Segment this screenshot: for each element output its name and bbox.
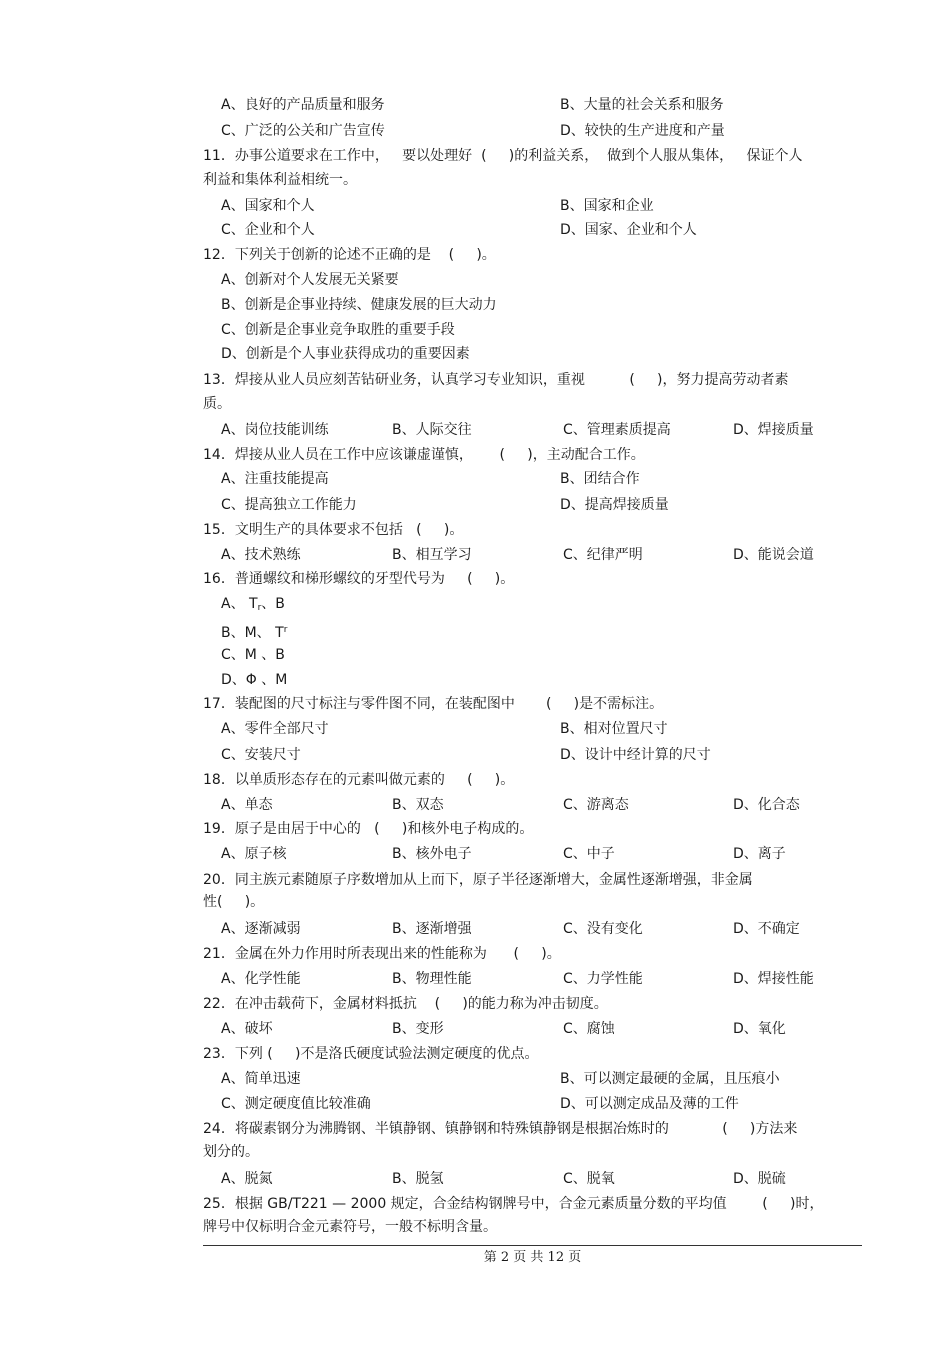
option-d: D、氧化 xyxy=(733,1021,786,1037)
question-15: 15．文明生产的具体要求不包括 ( )。 xyxy=(203,522,464,538)
option-c: C、游离态 xyxy=(563,797,629,813)
option-b: B、相互学习 xyxy=(392,547,472,563)
option-b: B、相对位置尺寸 xyxy=(560,721,668,737)
option-b: B、脱氢 xyxy=(392,1171,444,1187)
option-d: D、不确定 xyxy=(733,921,800,937)
question-17: 17．装配图的尺寸标注与零件图不同，在装配图中 ( )是不需标注。 xyxy=(203,696,664,712)
question-22: 22．在冲击载荷下，金属材料抵抗 ( )的能力称为冲击韧度。 xyxy=(203,996,608,1012)
option-b: B、创新是企事业持续、健康发展的巨大动力 xyxy=(221,297,497,313)
option-d: D、焊接性能 xyxy=(733,971,814,987)
question-13-cont: 质。 xyxy=(203,396,231,412)
option-a-text-end: 、B xyxy=(261,596,285,612)
option-b: B、物理性能 xyxy=(392,971,472,987)
option-a: A、简单迅速 xyxy=(221,1071,301,1087)
question-11: 11．办事公道要求在工作中， 要以处理好 ( )的利益关系， 做到个人服从集体， 保证个人 xyxy=(203,148,803,164)
option-c: C、纪律严明 xyxy=(563,547,643,563)
option-a: A、创新对个人发展无关紧要 xyxy=(221,272,399,288)
option-a: A、零件全部尺寸 xyxy=(221,721,329,737)
option-d: D、离子 xyxy=(733,846,786,862)
option-b: B、大量的社会关系和服务 xyxy=(560,97,724,113)
option-d: D、脱硫 xyxy=(733,1171,786,1187)
option-b: B、核外电子 xyxy=(392,846,472,862)
option-a: A、逐渐减弱 xyxy=(221,921,301,937)
footer-divider xyxy=(203,1245,862,1246)
option-a: A、原子核 xyxy=(221,846,287,862)
question-25: 25．根据 GB/T221 — 2000 规定，合金结构钢牌号中，合金元素质量分数的平均值 ( )时， xyxy=(203,1196,824,1212)
option-c: C、测定硬度值比较准确 xyxy=(221,1096,371,1112)
option-d: D、可以测定成品及薄的工件 xyxy=(560,1096,739,1112)
option-d: D、能说会道 xyxy=(733,547,814,563)
option-c: C、力学性能 xyxy=(563,971,643,987)
option-a: A、国家和个人 xyxy=(221,198,315,214)
option-c: C、安装尺寸 xyxy=(221,747,301,763)
option-a: A、破坏 xyxy=(221,1021,273,1037)
subscript-r: r xyxy=(257,603,262,613)
question-21: 21．金属在外力作用时所表现出来的性能称为 ( )。 xyxy=(203,946,561,962)
question-23: 23．下列 ( )不是洛氏硬度试验法测定硬度的优点。 xyxy=(203,1046,539,1062)
question-13: 13．焊接从业人员应刻苦钻研业务，认真学习专业知识，重视 ( )，努力提高劳动者素 xyxy=(203,372,789,388)
question-11-cont: 利益和集体利益相统一。 xyxy=(203,172,357,188)
option-c: C、M 、B xyxy=(221,647,285,663)
option-c: C、脱氧 xyxy=(563,1171,615,1187)
option-d: D、创新是个人事业获得成功的重要因素 xyxy=(221,346,470,362)
option-a: A、注重技能提高 xyxy=(221,471,329,487)
option-d: D、提高焊接质量 xyxy=(560,497,669,513)
option-d: D、较快的生产进度和产量 xyxy=(560,123,725,139)
option-d: D、焊接质量 xyxy=(733,422,814,438)
option-b: B、双态 xyxy=(392,797,444,813)
option-c: C、中子 xyxy=(563,846,615,862)
option-a xyxy=(221,594,285,618)
option-c: C、腐蚀 xyxy=(563,1021,615,1037)
option-c: C、提高独立工作能力 xyxy=(221,497,357,513)
option-b: B、人际交往 xyxy=(392,422,472,438)
option-d: D、设计中经计算的尺寸 xyxy=(560,747,711,763)
option-c: C、创新是企事业竞争取胜的重要手段 xyxy=(221,322,455,338)
option-b: B、变形 xyxy=(392,1021,444,1037)
option-a: A、良好的产品质量和服务 xyxy=(221,97,385,113)
option-b xyxy=(221,620,287,643)
question-20-cont: 性( )。 xyxy=(203,894,265,910)
option-a: A、脱氮 xyxy=(221,1171,273,1187)
question-20: 20．同主族元素随原子序数增加从上而下，原子半径逐渐增大，金属性逐渐增强，非金属 xyxy=(203,872,753,888)
option-a: A、技术熟练 xyxy=(221,547,301,563)
option-a: A、化学性能 xyxy=(221,971,301,987)
option-c: C、管理素质提高 xyxy=(563,422,671,438)
option-a-text: A、 T xyxy=(221,596,258,612)
option-b: B、团结合作 xyxy=(560,471,640,487)
option-b: B、国家和企业 xyxy=(560,198,654,214)
question-24-cont: 划分的。 xyxy=(203,1144,259,1160)
option-a: A、岗位技能训练 xyxy=(221,422,329,438)
question-24: 24．将碳素钢分为沸腾钢、半镇静钢、镇静钢和特殊镇静钢是根据冶炼时的 ( )方法来 xyxy=(203,1121,798,1137)
question-19: 19．原子是由居于中心的 ( )和核外电子构成的。 xyxy=(203,821,534,837)
question-25-cont: 牌号中仅标明合金元素符号，一般不标明含量。 xyxy=(203,1219,497,1235)
option-d: D、Φ 、M xyxy=(221,672,288,688)
option-d: D、化合态 xyxy=(733,797,800,813)
option-c: C、企业和个人 xyxy=(221,222,315,238)
option-b: B、逐渐增强 xyxy=(392,921,472,937)
page-number: 第 2 页 共 12 页 xyxy=(483,1250,582,1265)
superscript-r: r xyxy=(283,625,288,635)
option-c: C、没有变化 xyxy=(563,921,643,937)
question-14: 14．焊接从业人员在工作中应该谦虚谨慎， ( )，主动配合工作。 xyxy=(203,447,645,463)
question-12: 12．下列关于创新的论述不正确的是 ( )。 xyxy=(203,247,496,263)
option-b: B、可以测定最硬的金属，且压痕小 xyxy=(560,1071,780,1087)
option-a: A、单态 xyxy=(221,797,273,813)
question-18: 18．以单质形态存在的元素叫做元素的 ( )。 xyxy=(203,772,515,788)
question-16: 16．普通螺纹和梯形螺纹的牙型代号为 ( )。 xyxy=(203,571,515,587)
option-b-text: B、M、 T xyxy=(221,625,284,641)
option-d: D、国家、企业和个人 xyxy=(560,222,697,238)
option-c: C、广泛的公关和广告宣传 xyxy=(221,123,385,139)
